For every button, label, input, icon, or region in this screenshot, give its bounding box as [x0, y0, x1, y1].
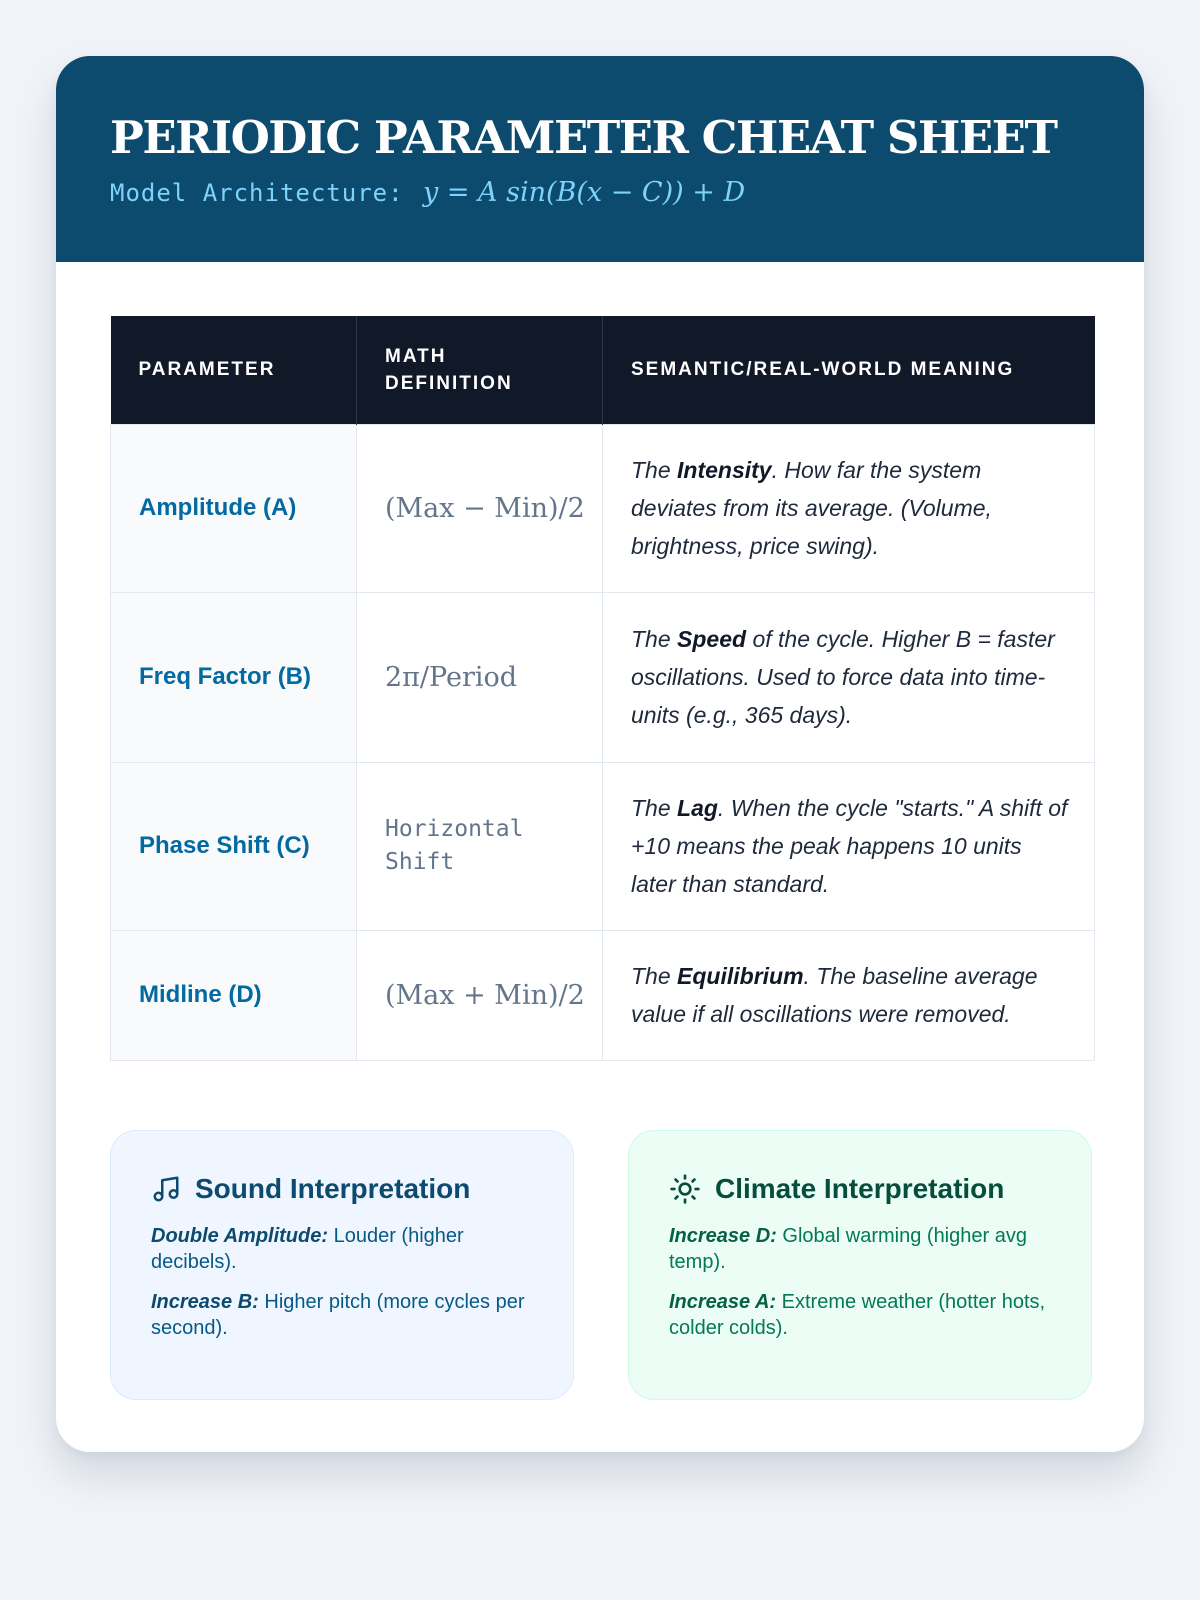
meaning-cell [603, 424, 1095, 592]
meaning-text: . When the cycle "starts." A shift of +10 means the peak happens 10 units later than standard. [631, 795, 1068, 897]
item-text: Louder (higher decibels). [151, 1225, 464, 1273]
meaning-text: of the cycle. Higher B = faster oscillations. Used to force data into time-units (e.g., 365 days). [631, 626, 1055, 728]
meaning-pre: The [631, 795, 678, 821]
math-definition: 2π/Period [357, 592, 603, 762]
header [56, 56, 1144, 262]
column-header-meaning: SEMANTIC/REAL-WORLD MEANING [603, 316, 1095, 424]
math-definition: (Max + Min)/2 [357, 930, 603, 1060]
item-key: Increase A: [669, 1291, 777, 1313]
parameter-table [110, 316, 1095, 1061]
table-header-row [111, 316, 1095, 424]
meaning-keyword: Intensity [677, 457, 772, 483]
subtitle-label: Model Architecture: [110, 179, 404, 207]
item-key: Increase B: [151, 1291, 259, 1313]
meaning-keyword: Equilibrium [677, 963, 804, 989]
list-item [669, 1289, 1051, 1341]
meaning-text: . The baseline average value if all oscillations were removed. [631, 963, 1038, 1027]
item-key: Double Amplitude: [151, 1225, 329, 1247]
column-header-math-definition: MATH DEFINITION [357, 316, 603, 424]
climate-interpretation-heading [669, 1173, 1051, 1205]
sound-interpretation-heading [151, 1173, 533, 1205]
list-item [151, 1223, 533, 1275]
music-note-icon [151, 1174, 181, 1204]
meaning-text: . How far the system deviates from its average. (Volume, brightness, price swing). [631, 457, 992, 559]
meaning-keyword: Lag [677, 795, 718, 821]
sun-icon [669, 1173, 701, 1205]
climate-interpretation-title: Climate Interpretation [715, 1173, 1005, 1204]
math-definition: (Max − Min)/2 [357, 424, 603, 592]
model-architecture [110, 177, 1090, 208]
item-text: Global warming (higher avg temp). [669, 1225, 1027, 1273]
meaning-cell [603, 592, 1095, 762]
meaning-pre: The [631, 457, 678, 483]
parameter-name: Freq Factor (B) [111, 592, 357, 762]
item-text: Higher pitch (more cycles per second). [151, 1291, 525, 1339]
cheat-sheet-card [56, 56, 1144, 1452]
list-item [151, 1289, 533, 1341]
meaning-cell [603, 762, 1095, 930]
meaning-pre: The [631, 963, 678, 989]
meaning-pre: The [631, 626, 678, 652]
table-row [111, 424, 1095, 592]
item-text: Extreme weather (hotter hots, colder colds). [669, 1291, 1046, 1339]
sound-interpretation-title: Sound Interpretation [195, 1173, 471, 1204]
list-item [669, 1223, 1051, 1275]
parameter-name: Phase Shift (C) [111, 762, 357, 930]
page-title: PERIODIC PARAMETER CHEAT SHEET [110, 111, 1057, 164]
meaning-cell [603, 930, 1095, 1060]
climate-interpretation-box [628, 1130, 1092, 1400]
parameter-name: Midline (D) [111, 930, 357, 1060]
sound-interpretation-box [110, 1130, 574, 1400]
table-row [111, 762, 1095, 930]
math-definition: Horizontal Shift [357, 762, 603, 930]
model-formula: y = A sin(B(x − C)) + D [423, 177, 746, 208]
table-row [111, 592, 1095, 762]
column-header-parameter: PARAMETER [111, 316, 357, 424]
item-key: Increase D: [669, 1225, 777, 1247]
table-row [111, 930, 1095, 1060]
meaning-keyword: Speed [677, 626, 747, 652]
parameter-name: Amplitude (A) [111, 424, 357, 592]
